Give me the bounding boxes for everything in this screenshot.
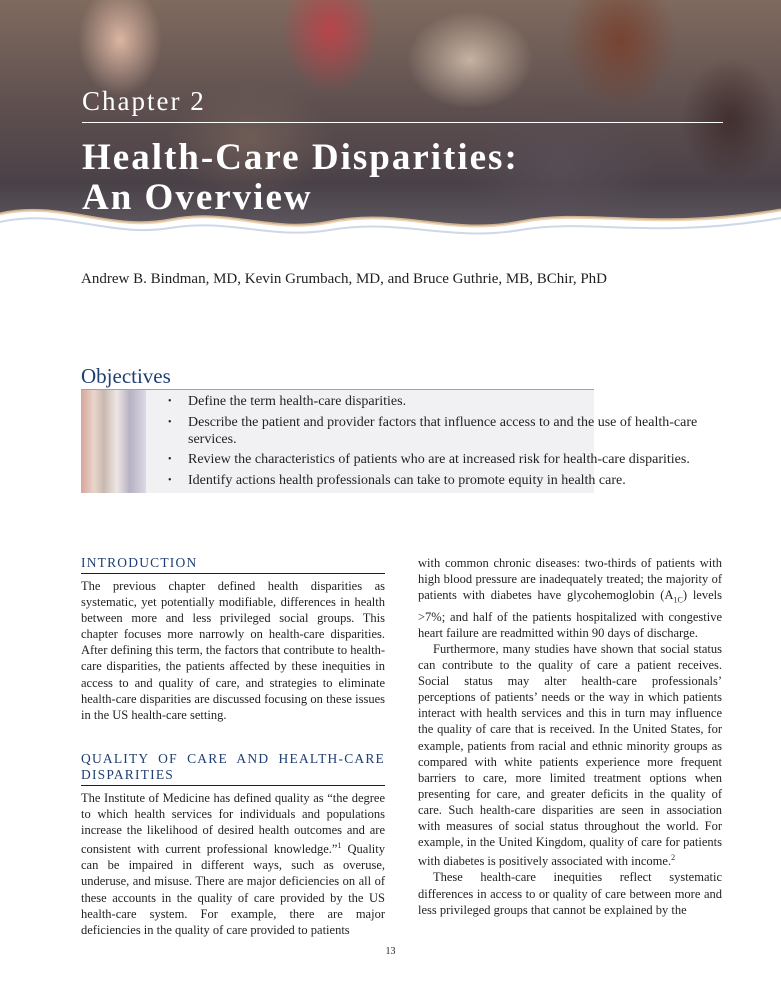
quality-heading: QUALITY OF CARE AND HEALTH-CARE DISPARITIES: [81, 751, 385, 786]
left-column: [81, 555, 385, 938]
reference-marker: 1: [337, 841, 342, 851]
objective-item: • Identify actions health professionals can take to promote equity in health care.: [168, 472, 626, 488]
introduction-paragraph: The previous chapter defined health disparities as systematic, yet potentially modifiable, differences in health between more and less privileged social groups. This chapter focuses more narrowly on health-care disparities. After defining this term, the factors that contribute to health-care disparities, the patients affected by these inequities in access to and quality of care, and strategies to eliminate health-care disparities are discussed focusing on these issues in the US health-care setting.: [81, 579, 385, 722]
bullet-icon: •: [168, 396, 172, 407]
objectives-image-strip: [81, 390, 146, 493]
bullet-icon: •: [168, 416, 172, 428]
chapter-label: Chapter 2: [82, 86, 206, 116]
chapter-title-line2: An Overview: [82, 177, 313, 218]
chronic-disease-paragraph: with common chronic diseases: two-thirds of patients with high blood pressure are inadequately treated; the majority of patients with diabetes have glycohemoglobin $(A_{1C})$ levels >7%; and half of the patients hospitalized with congestive heart failure are readmitted within 90 days of discharge.: [418, 556, 722, 640]
page-number: 13: [385, 946, 396, 957]
right-column: [418, 555, 722, 918]
objective-item: • Describe the patient and provider factors that influence access to and the use of health-care services.: [168, 414, 698, 447]
introduction-heading: INTRODUCTION: [81, 555, 385, 574]
chapter-title-line1: Health-Care Disparities:: [82, 137, 519, 178]
reference-marker: 2: [671, 853, 676, 863]
objective-item: • Review the characteristics of patients who are at increased risk for health-care disparities.: [168, 452, 690, 467]
chapter-rule: [82, 122, 723, 123]
objective-item: • Define the term health-care disparities.: [168, 394, 407, 409]
quality-paragraph: The Institute of Medicine has defined quality as “the degree to which health services for individuals and populations increase the likelihood of desired health outcomes and are consistent with current professional knowledge.”$^1$ Quality can be impaired in different ways, such as overuse, underuse, and misuse. There are major deficiencies on all of these accounts in the quality of care provided by the US health-care system. For example, there are major deficiencies in the quality of care provided to patients: [81, 790, 386, 937]
inequities-paragraph: These health-care inequities reflect systematic differences in access to or quality of care between more and less privileged groups that cannot be explained by the: [418, 870, 722, 917]
objectives-list: [168, 393, 728, 492]
objectives-heading: Objectives: [81, 364, 171, 388]
bullet-icon: •: [168, 454, 172, 465]
authors-line: Andrew B. Bindman, MD, Kevin Grumbach, MD, and Bruce Guthrie, MB, BChir, PhD: [81, 271, 608, 287]
social-status-paragraph: Furthermore, many studies have shown that social status can contribute to the quality of care a patient receives. Social status may alter health-care professionals’ perceptions of patients’ needs or the way in which patients interact with health services and this in turn may influence the quality of care that is received. In the United States, for example, patients from racial and ethnic minority groups as compared with white patients experience more frequent barriers to care, more limited treatment options when presenting for care, and greater deficits in the quality of care. Such health-care disparities are seen in association with measures of social status throughout the world. For example, in the United Kingdom, quality of care for patients with diabetes is positively associated with income.$^2$: [418, 641, 722, 869]
bullet-icon: •: [168, 474, 172, 486]
chapter-banner: [0, 0, 781, 262]
chapter-title: [82, 138, 722, 218]
